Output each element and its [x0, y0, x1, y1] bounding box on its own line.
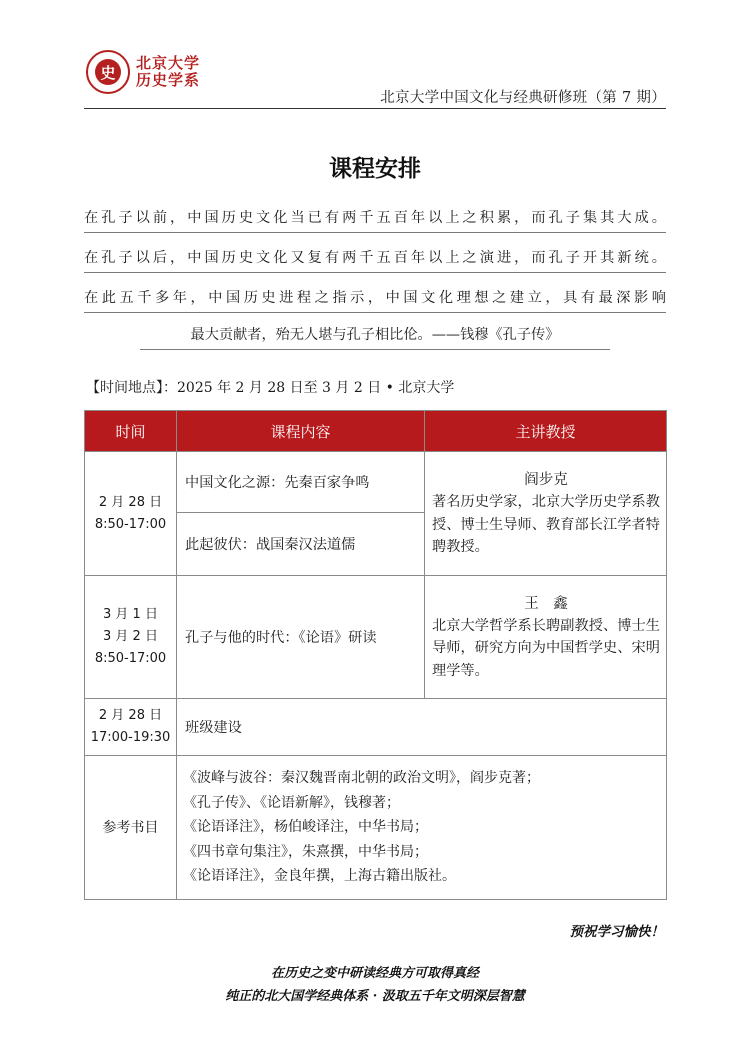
table-header-row [85, 411, 667, 452]
session-date: 2 月 28 日 [98, 708, 163, 723]
session-hours: 8:50-17:00 [94, 651, 167, 666]
time-location [86, 377, 454, 397]
closing-wish: 预祝学习愉快！ [569, 924, 664, 940]
logo-department-name: 历史学系 [136, 71, 201, 89]
header-time: 时间 [85, 411, 177, 452]
reference-item: 《孔子传》、《论语新解》，钱穆著； [183, 794, 400, 811]
session-hours: 17:00-19:30 [90, 730, 171, 745]
professor-name: 王 鑫 [524, 595, 568, 612]
session-time [85, 576, 177, 699]
course-title: 中国文化之源：先秦百家争鸣 [177, 452, 425, 513]
table-row [85, 452, 667, 513]
reference-item: 《论语译注》，金良年撰，上海古籍出版社。 [183, 868, 456, 885]
department-logo [86, 50, 200, 94]
reference-item: 《波峰与波谷：秦汉魏晋南北朝的政治文明》，阎步克著； [183, 770, 540, 787]
session-time [85, 699, 177, 756]
session-date: 3 月 1 日 [103, 607, 158, 622]
quote-line: 在孔子以前，中国历史文化当已有两千五百年以上之积累，而孔子集其大成。 [84, 207, 666, 233]
course-title: 此起彼伏：战国秦汉法道儒 [177, 513, 425, 576]
university-seal-icon [86, 50, 130, 94]
table-row [85, 576, 667, 699]
professor-bio: 北京大学哲学系长聘副教授、博士生导师，研究方向为中国哲学史、宋明理学等。 [432, 617, 660, 679]
table-row [85, 756, 667, 900]
program-title: 北京大学中国文化与经典研修班（第 7 期） [380, 90, 666, 106]
logo-university-name: 北京大学 [136, 54, 201, 72]
quote-line: 最大贡献者，殆无人堪与孔子相比伦。——钱穆《孔子传》 [140, 324, 610, 350]
footer-slogan: 纯正的北大国学经典体系 · 汲取五千年文明深层智慧 [225, 989, 525, 1004]
professor-bio: 著名历史学家，北京大学历史学系教授、博士生导师、教育部长江学者特聘教授。 [432, 494, 660, 556]
seal-glyph: 史 [95, 59, 121, 85]
time-location-label: 【时间地点】 [86, 380, 163, 396]
footer-slogan: 在历史之变中研读经典方可取得真经 [270, 966, 479, 981]
header-content: 课程内容 [177, 411, 425, 452]
professor-cell [425, 576, 667, 699]
schedule-table [84, 410, 667, 900]
logo-text [136, 55, 200, 89]
reference-item: 《论语译注》，杨伯峻译注，中华书局； [183, 819, 428, 836]
session-date: 2 月 28 日 [98, 494, 163, 510]
session-date: 3 月 2 日 [103, 629, 158, 644]
table-row [85, 699, 667, 756]
course-title: 班级建设 [177, 699, 667, 756]
professor-cell [425, 452, 667, 576]
reference-list [177, 760, 666, 895]
header-divider [84, 108, 666, 109]
reference-item: 《四书章句集注》，朱熹撰，中华书局； [183, 843, 428, 860]
quote-line: 在此五千多年，中国历史进程之指示，中国文化理想之建立，具有最深影响 [84, 287, 666, 313]
references-label: 参考书目 [85, 756, 177, 900]
quote-line: 在孔子以后，中国历史文化又复有两千五百年以上之演进，而孔子开其新统。 [84, 247, 666, 273]
references-cell [177, 756, 667, 900]
course-title: 孔子与他的时代：《论语》研读 [177, 576, 425, 699]
page-title: 课程安排 [329, 156, 421, 182]
professor-name: 阎步克 [524, 472, 568, 489]
header-professor: 主讲教授 [425, 411, 667, 452]
session-time [85, 452, 177, 576]
session-hours: 8:50-17:00 [94, 516, 167, 532]
time-location-value: ：2025 年 2 月 28 日至 3 月 2 日 • 北京大学 [163, 380, 455, 396]
